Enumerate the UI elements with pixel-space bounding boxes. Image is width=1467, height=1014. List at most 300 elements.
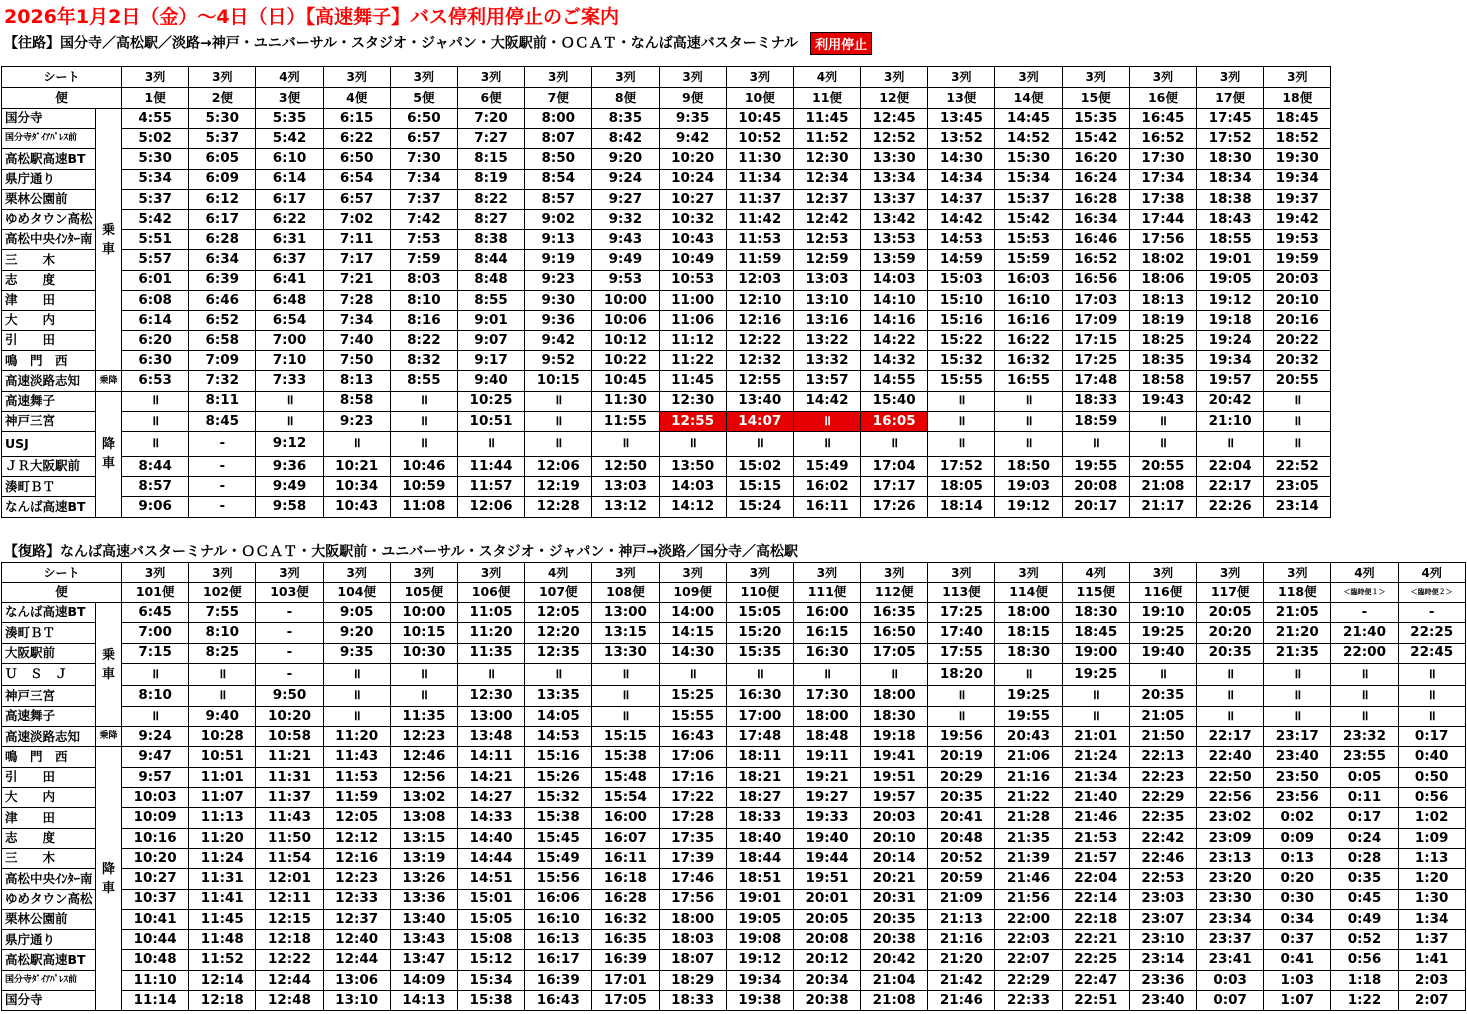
time-cell: 15:26 (525, 767, 592, 787)
time-cell: 13:00 (592, 603, 659, 623)
time-cell: 14:00 (659, 603, 726, 623)
time-cell: ॥ (793, 663, 860, 685)
time-cell: 17:52 (1197, 129, 1264, 149)
time-cell: 14:10 (861, 290, 928, 310)
time-cell: ॥ (390, 685, 457, 706)
time-cell: 8:03 (390, 270, 457, 290)
time-cell: 18:06 (1129, 270, 1196, 290)
station-row (2, 189, 1331, 209)
time-cell: 16:28 (592, 889, 659, 909)
time-cell: 11:20 (323, 727, 390, 747)
station-name: 高松中央ｲﾝﾀｰ南 (2, 869, 96, 889)
time-cell: 23:07 (1129, 909, 1196, 929)
seat-type-cell: 3列 (726, 563, 793, 583)
time-cell: 22:52 (1264, 457, 1331, 477)
station-name: 高松中央ｲﾝﾀｰ南 (2, 230, 96, 250)
time-cell: 13:22 (793, 331, 860, 351)
time-cell: 15:34 (995, 169, 1062, 189)
time-cell: 21:05 (1129, 706, 1196, 726)
time-cell: 12:32 (726, 351, 793, 371)
time-cell: 8:58 (323, 391, 390, 411)
time-cell: 15:49 (525, 848, 592, 868)
seat-type-cell: 3列 (122, 563, 189, 583)
trip-number-cell: 14便 (995, 88, 1062, 109)
time-cell: 13:47 (390, 950, 457, 970)
time-cell: 22:56 (1197, 788, 1264, 808)
time-cell: 17:48 (726, 727, 793, 747)
time-cell: 7:10 (256, 351, 323, 371)
time-cell: 6:41 (256, 270, 323, 290)
boarding-group-text: 車 (102, 241, 116, 257)
station-row (2, 970, 1466, 990)
time-cell: 14:59 (928, 250, 995, 270)
time-cell: 12:46 (390, 747, 457, 767)
time-cell: 16:46 (1062, 230, 1129, 250)
return-route-label: 【復路】なんば高速バスターミナル・ＯＣＡＴ・大阪駅前・ユニバーサル・スタジオ・ジャパン・神戸→淡路／国分寺／高松駅 (4, 544, 799, 560)
time-cell: 10:44 (122, 930, 189, 950)
time-cell: 23:41 (1197, 950, 1264, 970)
time-cell: 21:28 (995, 808, 1062, 828)
time-cell: 8:54 (525, 169, 592, 189)
time-cell: 20:10 (861, 828, 928, 848)
time-cell: 10:45 (726, 109, 793, 129)
time-cell: 0:30 (1264, 889, 1331, 909)
station-row (2, 663, 1466, 685)
time-cell: 18:35 (1129, 351, 1196, 371)
time-cell: 10:12 (592, 331, 659, 351)
time-cell: 9:52 (525, 351, 592, 371)
time-cell: 21:50 (1129, 727, 1196, 747)
time-cell: 14:03 (861, 270, 928, 290)
time-cell: ॥ (256, 391, 323, 411)
time-cell: ॥ (861, 663, 928, 685)
time-cell: 16:24 (1062, 169, 1129, 189)
time-cell: 7:11 (323, 230, 390, 250)
time-cell: 17:39 (659, 848, 726, 868)
time-cell: 9:36 (256, 457, 323, 477)
time-cell: 23:02 (1197, 808, 1264, 828)
time-cell: 17:52 (928, 457, 995, 477)
time-cell: 11:44 (457, 457, 524, 477)
time-cell: 23:05 (1264, 477, 1331, 497)
time-cell: 19:18 (861, 727, 928, 747)
time-cell: 22:29 (1129, 788, 1196, 808)
time-cell: 14:11 (457, 747, 524, 767)
time-cell: 13:00 (457, 706, 524, 726)
time-cell: 15:54 (592, 788, 659, 808)
time-cell: 20:35 (1129, 685, 1196, 706)
time-cell: 13:45 (928, 109, 995, 129)
time-cell: 11:31 (256, 767, 323, 787)
station-row (2, 788, 1466, 808)
time-cell: 10:41 (122, 909, 189, 929)
time-cell: 6:57 (390, 129, 457, 149)
trip-number-cell: 102便 (189, 583, 256, 603)
time-cell: 19:00 (1062, 643, 1129, 663)
time-cell: ॥ (525, 391, 592, 411)
trip-number-cell: 3便 (256, 88, 323, 109)
time-cell: 1:34 (1398, 909, 1465, 929)
time-cell: 10:20 (122, 848, 189, 868)
time-cell: 17:22 (659, 788, 726, 808)
time-cell: 16:18 (592, 869, 659, 889)
time-cell: 11:05 (457, 603, 524, 623)
time-cell: 14:42 (928, 209, 995, 229)
time-cell: 22:18 (1062, 909, 1129, 929)
time-cell: 15:35 (1062, 109, 1129, 129)
time-cell: 20:16 (1264, 310, 1331, 330)
time-cell: 18:29 (659, 970, 726, 990)
time-cell: 8:00 (525, 109, 592, 129)
time-cell: 19:57 (1197, 371, 1264, 391)
station-row (2, 351, 1331, 371)
time-cell: 20:42 (861, 950, 928, 970)
time-cell: 11:57 (457, 477, 524, 497)
time-cell: 21:13 (928, 909, 995, 929)
time-cell: ॥ (995, 432, 1062, 457)
trip-number-cell: 109便 (659, 583, 726, 603)
time-cell: 18:30 (1062, 603, 1129, 623)
time-cell: 12:22 (256, 950, 323, 970)
time-cell: 8:55 (390, 371, 457, 391)
time-cell: 20:59 (928, 869, 995, 889)
time-cell: 19:43 (1129, 391, 1196, 411)
station-name: なんば高速BT (2, 497, 96, 517)
time-cell: 8:10 (189, 623, 256, 643)
time-cell: 17:30 (793, 685, 860, 706)
time-cell: ॥ (457, 432, 524, 457)
time-cell: 9:19 (525, 250, 592, 270)
time-cell: 8:16 (390, 310, 457, 330)
time-cell: 19:12 (726, 950, 793, 970)
trip-number-cell: 2便 (189, 88, 256, 109)
time-cell: 13:12 (592, 497, 659, 517)
station-name: 高速淡路志知 (2, 727, 96, 747)
station-row (2, 767, 1466, 787)
time-cell: 12:55 (726, 371, 793, 391)
time-cell: 13:10 (323, 991, 390, 1011)
time-cell: 15:16 (525, 747, 592, 767)
time-cell: 20:01 (793, 889, 860, 909)
time-cell: ॥ (323, 432, 390, 457)
time-cell: 21:42 (928, 970, 995, 990)
time-cell: 16:06 (525, 889, 592, 909)
station-row (2, 991, 1466, 1011)
time-cell: 6:22 (256, 209, 323, 229)
station-name: 鳴 門 西 (2, 747, 96, 767)
time-cell: 15:10 (928, 290, 995, 310)
seat-type-cell: 4列 (525, 563, 592, 583)
time-cell: ॥ (1264, 685, 1331, 706)
station-name: 志 度 (2, 270, 96, 290)
time-cell: ॥ (1062, 706, 1129, 726)
time-cell: 22:13 (1129, 747, 1196, 767)
time-cell: ॥ (1264, 391, 1331, 411)
time-cell: ॥ (1062, 432, 1129, 457)
time-cell: 5:57 (122, 250, 189, 270)
time-cell: 7:00 (256, 331, 323, 351)
seat-type-cell: 3列 (122, 67, 189, 88)
station-row (2, 950, 1466, 970)
time-cell: 23:40 (1264, 747, 1331, 767)
seat-type-cell: 3列 (592, 67, 659, 88)
trip-number-cell: 110便 (726, 583, 793, 603)
time-cell: 17:26 (861, 497, 928, 517)
station-row (2, 391, 1331, 411)
time-cell: 0:20 (1264, 869, 1331, 889)
station-name: 高松駅高速BT (2, 950, 96, 970)
time-cell: - (189, 497, 256, 517)
time-cell: 12:06 (525, 457, 592, 477)
time-cell: ॥ (1264, 411, 1331, 431)
time-cell: 10:48 (122, 950, 189, 970)
station-name: 栗林公園前 (2, 189, 96, 209)
time-cell: 22:51 (1062, 991, 1129, 1011)
time-cell: 17:25 (928, 603, 995, 623)
time-cell: 12:05 (323, 808, 390, 828)
seat-type-cell: 4列 (1062, 563, 1129, 583)
time-cell: 15:37 (995, 189, 1062, 209)
time-cell: 6:50 (323, 149, 390, 169)
time-cell: 18:51 (726, 869, 793, 889)
time-cell: 19:27 (793, 788, 860, 808)
time-cell: 22:33 (995, 991, 1062, 1011)
time-cell: 12:30 (793, 149, 860, 169)
station-name: なんば高速BT (2, 603, 96, 623)
time-cell: 20:14 (861, 848, 928, 868)
time-cell: 10:27 (122, 869, 189, 889)
time-cell: 23:14 (1129, 950, 1196, 970)
time-cell: ॥ (659, 432, 726, 457)
time-cell: 9:49 (256, 477, 323, 497)
time-cell: 18:07 (659, 950, 726, 970)
time-cell: 7:17 (323, 250, 390, 270)
time-cell: 17:09 (1062, 310, 1129, 330)
time-cell: 19:51 (793, 869, 860, 889)
time-cell: ॥ (1398, 663, 1465, 685)
time-cell: ॥ (928, 432, 995, 457)
time-cell: 19:56 (928, 727, 995, 747)
time-cell: 15:22 (928, 331, 995, 351)
boarding-group-label (96, 603, 122, 727)
time-cell: 20:35 (861, 909, 928, 929)
time-cell: 6:31 (256, 230, 323, 250)
time-cell: - (189, 477, 256, 497)
time-cell: 14:21 (457, 767, 524, 787)
time-cell: 19:38 (726, 991, 793, 1011)
time-cell: 17:56 (1129, 230, 1196, 250)
time-cell: 12:44 (256, 970, 323, 990)
time-cell: 6:01 (122, 270, 189, 290)
seat-type-cell: 4列 (1398, 563, 1465, 583)
time-cell: 17:46 (659, 869, 726, 889)
time-cell: 16:30 (793, 643, 860, 663)
time-cell: 22:45 (1398, 643, 1465, 663)
trip-number-cell: 117便 (1197, 583, 1264, 603)
time-cell: 10:32 (659, 209, 726, 229)
boarding-group-text: 車 (102, 456, 116, 472)
time-cell: 21:06 (995, 747, 1062, 767)
time-cell: 11:20 (189, 828, 256, 848)
time-cell: 14:40 (457, 828, 524, 848)
time-cell: ॥ (1197, 432, 1264, 457)
seat-row (2, 563, 1466, 583)
boarding-group-label (96, 391, 122, 517)
time-cell: 20:52 (928, 848, 995, 868)
station-name: 県庁通り (2, 169, 96, 189)
time-cell: 15:03 (928, 270, 995, 290)
time-cell: 11:41 (189, 889, 256, 909)
outbound-route-text: 【往路】国分寺／高松駅／淡路→神戸・ユニバーサル・スタジオ・ジャパン・大阪駅前・ＯＣＡＴ・なんば高速バスターミナル (4, 35, 799, 52)
time-cell: 10:51 (189, 747, 256, 767)
time-cell: 14:33 (457, 808, 524, 828)
trip-number-cell: 112便 (861, 583, 928, 603)
time-cell: 2:07 (1398, 991, 1465, 1011)
station-name: 国分寺 (2, 109, 96, 129)
time-cell: 12:23 (390, 727, 457, 747)
time-cell: 7:20 (457, 109, 524, 129)
time-cell: 11:54 (256, 848, 323, 868)
time-cell: 9:02 (525, 209, 592, 229)
time-cell: ॥ (592, 685, 659, 706)
time-cell: 10:59 (390, 477, 457, 497)
time-cell: ॥ (122, 432, 189, 457)
time-cell: ॥ (390, 663, 457, 685)
time-cell: 21:35 (995, 828, 1062, 848)
time-cell: 16:52 (1129, 129, 1196, 149)
time-cell: 17:56 (659, 889, 726, 909)
time-cell: 13:30 (861, 149, 928, 169)
time-cell: 9:47 (122, 747, 189, 767)
time-cell: 13:40 (726, 391, 793, 411)
time-cell: 9:53 (592, 270, 659, 290)
station-name: 高速淡路志知 (2, 371, 96, 391)
time-cell: 19:44 (793, 848, 860, 868)
time-cell: 9:20 (592, 149, 659, 169)
time-cell: 19:10 (1129, 603, 1196, 623)
time-cell: 6:53 (122, 371, 189, 391)
station-row (2, 643, 1466, 663)
time-cell: ॥ (1398, 706, 1465, 726)
seat-type-cell: 3列 (189, 67, 256, 88)
suspended-time-cell: 12:55 (659, 411, 726, 431)
time-cell: 12:01 (256, 869, 323, 889)
time-cell: 10:58 (256, 727, 323, 747)
time-cell: 9:42 (659, 129, 726, 149)
seat-type-cell: 3列 (390, 563, 457, 583)
time-cell: 21:34 (1062, 767, 1129, 787)
time-cell: 10:00 (592, 290, 659, 310)
seat-type-cell: 3列 (323, 563, 390, 583)
time-cell: 17:40 (928, 623, 995, 643)
time-cell: 12:28 (525, 497, 592, 517)
station-name: Ｕ Ｓ Ｊ (2, 663, 96, 685)
time-cell: 12:40 (323, 930, 390, 950)
time-cell: 6:37 (256, 250, 323, 270)
time-cell: 16:10 (995, 290, 1062, 310)
time-cell: - (256, 663, 323, 685)
trip-row (2, 88, 1331, 109)
time-cell: 15:38 (592, 747, 659, 767)
time-cell: 19:12 (1197, 290, 1264, 310)
time-cell: 22:50 (1197, 767, 1264, 787)
time-cell: 22:35 (1129, 808, 1196, 828)
time-cell: 17:30 (1129, 149, 1196, 169)
time-cell: 22:14 (1062, 889, 1129, 909)
time-cell: 9:35 (323, 643, 390, 663)
time-cell: 15:15 (592, 727, 659, 747)
time-cell: 8:22 (390, 331, 457, 351)
time-cell: 15:56 (525, 869, 592, 889)
time-cell: 16:39 (592, 950, 659, 970)
time-cell: 18:33 (659, 991, 726, 1011)
time-cell: 6:58 (189, 331, 256, 351)
boarding-group-label (96, 747, 122, 1011)
time-cell: 19:34 (1264, 169, 1331, 189)
time-cell: 19:01 (726, 889, 793, 909)
station-name: 津 田 (2, 808, 96, 828)
time-cell: 14:45 (995, 109, 1062, 129)
suspended-time-cell: ॥ (793, 411, 860, 431)
time-cell: 15:15 (726, 477, 793, 497)
time-cell: 8:50 (525, 149, 592, 169)
time-cell: 0:49 (1331, 909, 1398, 929)
time-cell: 16:45 (1129, 109, 1196, 129)
time-cell: 13:30 (592, 643, 659, 663)
station-row (2, 371, 1331, 391)
time-cell: 0:09 (1264, 828, 1331, 848)
boarding-group-label (96, 109, 122, 371)
time-cell: 0:37 (1264, 930, 1331, 950)
trip-number-cell: 18便 (1264, 88, 1331, 109)
time-cell: 18:15 (995, 623, 1062, 643)
time-cell: 18:52 (1264, 129, 1331, 149)
time-cell: 18:45 (1062, 623, 1129, 643)
time-cell: ॥ (525, 663, 592, 685)
time-cell: 11:12 (659, 331, 726, 351)
station-name: 大阪駅前 (2, 643, 96, 663)
time-cell: 23:37 (1197, 930, 1264, 950)
time-cell: 9:40 (189, 706, 256, 726)
time-cell: - (256, 603, 323, 623)
time-cell: 6:54 (323, 169, 390, 189)
time-cell: 11:53 (323, 767, 390, 787)
time-cell: 21:24 (1062, 747, 1129, 767)
time-cell: 22:23 (1129, 767, 1196, 787)
time-cell: 20:38 (793, 991, 860, 1011)
station-row (2, 169, 1331, 189)
station-row (2, 310, 1331, 330)
time-cell: 18:21 (726, 767, 793, 787)
time-cell: 19:12 (995, 497, 1062, 517)
station-name: 神戸三宮 (2, 685, 96, 706)
time-cell: 22:03 (995, 930, 1062, 950)
time-cell: 21:08 (1129, 477, 1196, 497)
time-cell: 15:38 (457, 991, 524, 1011)
time-cell: 9:43 (592, 230, 659, 250)
time-cell: 10:22 (592, 351, 659, 371)
time-cell: 20:38 (861, 930, 928, 950)
seat-type-cell: 3列 (1129, 563, 1196, 583)
time-cell: 18:20 (928, 663, 995, 685)
time-cell: 16:11 (793, 497, 860, 517)
time-cell: 7:53 (390, 230, 457, 250)
time-cell: 11:37 (256, 788, 323, 808)
trip-number-cell: 6便 (457, 88, 524, 109)
time-cell: 14:12 (659, 497, 726, 517)
time-cell: 12:30 (659, 391, 726, 411)
time-cell: ॥ (995, 411, 1062, 431)
